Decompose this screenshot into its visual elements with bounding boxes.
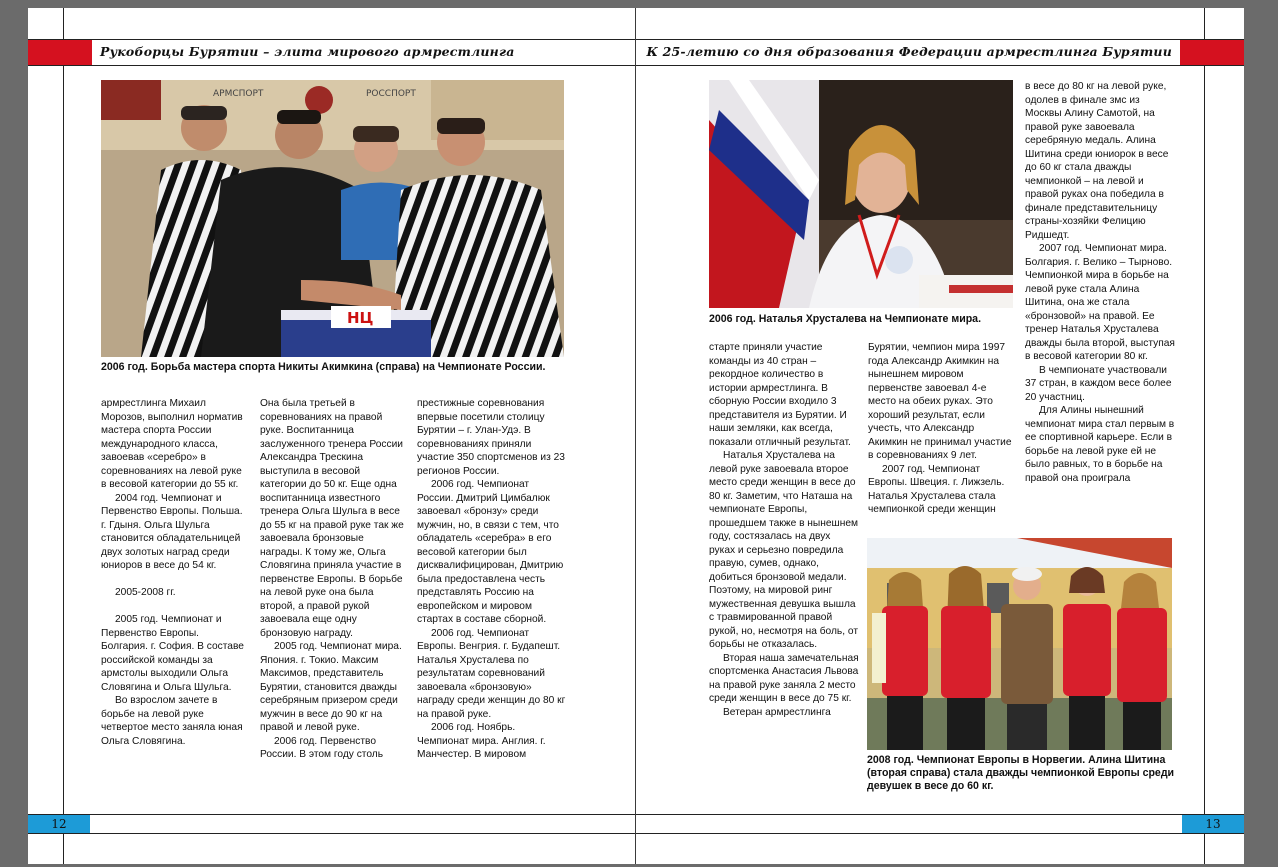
paragraph: 2007 год. Чемпионат мира. Болгария. г. Велико – Тырново. Чемпионкой мира в борьбе на левой руке стала Алина Шитина, она же стала «бронзовой» на правой. Ее тренер Наталья Хрусталева дважды была второй, выступая в весовой категории 80 кг. — [1025, 243, 1175, 362]
khrustaleva-photo — [709, 80, 1013, 308]
magazine-spread — [28, 8, 1244, 864]
paragraph: 2006 год. Первенство России. В этом году столь — [260, 735, 384, 760]
right-page — [636, 8, 1244, 864]
text-column-3 — [417, 397, 567, 762]
footer-top-rule — [28, 814, 635, 815]
paragraph: Во взрослом зачете в борьбе на левой руке четвертое место заняла юная Ольга Словягина. — [101, 695, 243, 747]
text-column-2 — [260, 397, 408, 762]
paragraph: 2006 год. Чемпионат Европы. Венгрия. г. Будапешт. Наталья Хрусталева по результатам соревнований завоевала «бронзовую» награду среди женщин до 80 кг на правой руке. — [417, 627, 566, 720]
left-page — [28, 8, 635, 864]
paragraph: В чемпионате участвовали 37 стран, в каждом весе более 20 участниц. — [1025, 364, 1172, 403]
banner-text-right: РОССПОРТ — [366, 89, 416, 99]
header-bottom-rule — [636, 65, 1244, 66]
footer-top-rule — [636, 814, 1244, 815]
footer-bottom-rule — [636, 833, 1244, 834]
norway-team-photo — [867, 538, 1172, 750]
paragraph: 2005 год. Чемпионат и Первенство Европы. Болгария. г. София. В составе российской команды за армстолы выходили Ольга Словягина и Ольга Шульга. — [101, 614, 244, 693]
text-column-b — [868, 341, 1016, 517]
paragraph: 2004 год. Чемпионат и Первенство Европы. Польша. г. Гдыня. Ольга Шульга становится обладательницей двух золотых наград среди юниоров в весе до 54 кг. — [101, 492, 243, 571]
photo-caption-left: 2006 год. Борьба мастера спорта Никиты Акимкина (справа) на Чемпионате России. — [101, 361, 546, 373]
paragraph: престижные соревнования впервые посетили столицу Бурятии – г. Улан-Удэ. В соревнованиях приняли участие 350 спортсменов из 23 регионов России. — [417, 398, 565, 477]
banner-text-left: АРМСПОРТ — [213, 89, 264, 99]
paragraph: 2007 год. Чемпионат Европы. Швеция. г. Лижзель. Наталья Хрусталева стала чемпионкой среди женщин — [868, 463, 1005, 515]
header-red-block — [1180, 39, 1244, 65]
table-sign-text: НЦ — [347, 309, 374, 327]
paragraph: Вторая наша замечательная спортсменка Анастасия Львова на правой руке заняла 2 место среди женщин в весе до 75 кг. — [709, 652, 859, 704]
left-margin-line — [63, 8, 64, 864]
photo1-caption: 2006 год. Наталья Хрусталева на Чемпионате мира. — [709, 313, 982, 325]
photo2-caption: 2008 год. Чемпионат Европы в Норвегии. Алина Шитина (вторая справа) стала дважды чемпионкой Европы среди девушек в весе до 60 кг. — [867, 754, 1175, 792]
right-margin-line — [1204, 8, 1205, 864]
paragraph: в весе до 80 кг на левой руке, одолев в финале змс из Москвы Алину Самотой, на правой руке завоевала серебряную медаль. Алина Шитина среди юниорок в весе до 60 кг стала дважды чемпионкой – на левой и правой руках она победила в финале представительницу страны-хозяйки Фелицию Ридшедт. — [1025, 81, 1169, 241]
paragraph: 2005-2008 гг. — [115, 587, 176, 598]
paragraph: Для Алины нынешний чемпионат мира стал первым в ее спортивной карьере. Если в борьбе на левой руке ей не было равных, то в борьбе на правой она проиграла — [1025, 405, 1175, 484]
paragraph: Наталья Хрусталева на левой руке завоевала второе место среди женщин в весе до 80 кг. Заметим, что Наташа на чемпионате Европы, прошедшем также в нынешнем году, состязалась на двух руках и серьезно повредила правую, сумев, однако, добиться бронзовой медали. Поэтому, на мировой ринг мужественная девушка вышла с травмированной правой рукой, но, несмотря на боль, от борьбы не отказалась. — [709, 450, 859, 650]
header-red-block — [28, 39, 92, 65]
paragraph: 2006 год. Чемпионат России. Дмитрий Цимбалюк завоевал «бронзу» среди мужчин, но, в связи с тем, что обладатель «серебра» в его весовой категории был дисквалифицирован, Дмитрию была предоставлена честь представлять Россию на европейском и мировом стартах в составе сборной. — [417, 479, 564, 625]
paragraph: 2006 год. Ноябрь. Чемпионат мира. Англия. г. Манчестер. В мировом — [417, 722, 546, 760]
running-header-left: Рукоборцы Бурятии – элита мирового армрестлинга — [100, 44, 515, 59]
running-header-right: К 25-летию со дня образования Федерации армрестлинга Бурятии — [646, 44, 1172, 59]
text-column-c — [1025, 80, 1175, 485]
paragraph: Она была третьей в соревнованиях на правой руке. Воспитанница заслуженного тренера России Александра Трескина выступила в весовой категории до 50 кг. Еще одна воспитанница известного тренера Ольга Шульга в весе до 55 кг на правой руке так же завоевала бронзовые награды. К тому же, Ольга Словягина приняла участие в первенстве Европы. В борьбе на левой руке она была второй, а правой рукой завоевала еще одну бронзовую награду. — [260, 398, 404, 639]
header-bottom-rule — [28, 65, 635, 66]
header-top-rule — [636, 39, 1244, 40]
header-top-rule — [28, 39, 635, 40]
paragraph: Ветеран армрестлинга — [723, 706, 831, 718]
text-column-1 — [101, 397, 248, 748]
footer-bottom-rule — [28, 833, 635, 834]
paragraph: 2005 год. Чемпионат мира. Япония. г. Токио. Максим Максимов, представитель Бурятии, становится дважды серебряным призером среди мужчин в весе до 90 кг на правой и левой руке. — [260, 641, 402, 733]
page-number-right: 13 — [1182, 815, 1244, 833]
paragraph: Бурятии, чемпион мира 1997 года Александр Акимкин на нынешнем мировом первенстве завоевал 4-е место на обеих руках. Это хороший результат, если учесть, что Александр Акимкин не принимал участие в соревнованиях 9 лет. — [868, 342, 1012, 461]
page-number-left: 12 — [28, 815, 90, 833]
paragraph: армрестлинга Михаил Морозов, выполнил норматив мастера спорта России международного класса, завоевав «серебро» в соревнованиях на левой руке в весовой категории до 55 кг. — [101, 398, 243, 490]
armwrestling-match-photo — [101, 80, 564, 357]
text-column-a — [709, 341, 859, 719]
paragraph: старте приняли участие команды из 40 стран – рекордное количество в истории армрестлинга. В сборную России входило 3 представителя из Бурятии. И наши земляки, как всегда, показали отличный результат. — [709, 342, 851, 448]
